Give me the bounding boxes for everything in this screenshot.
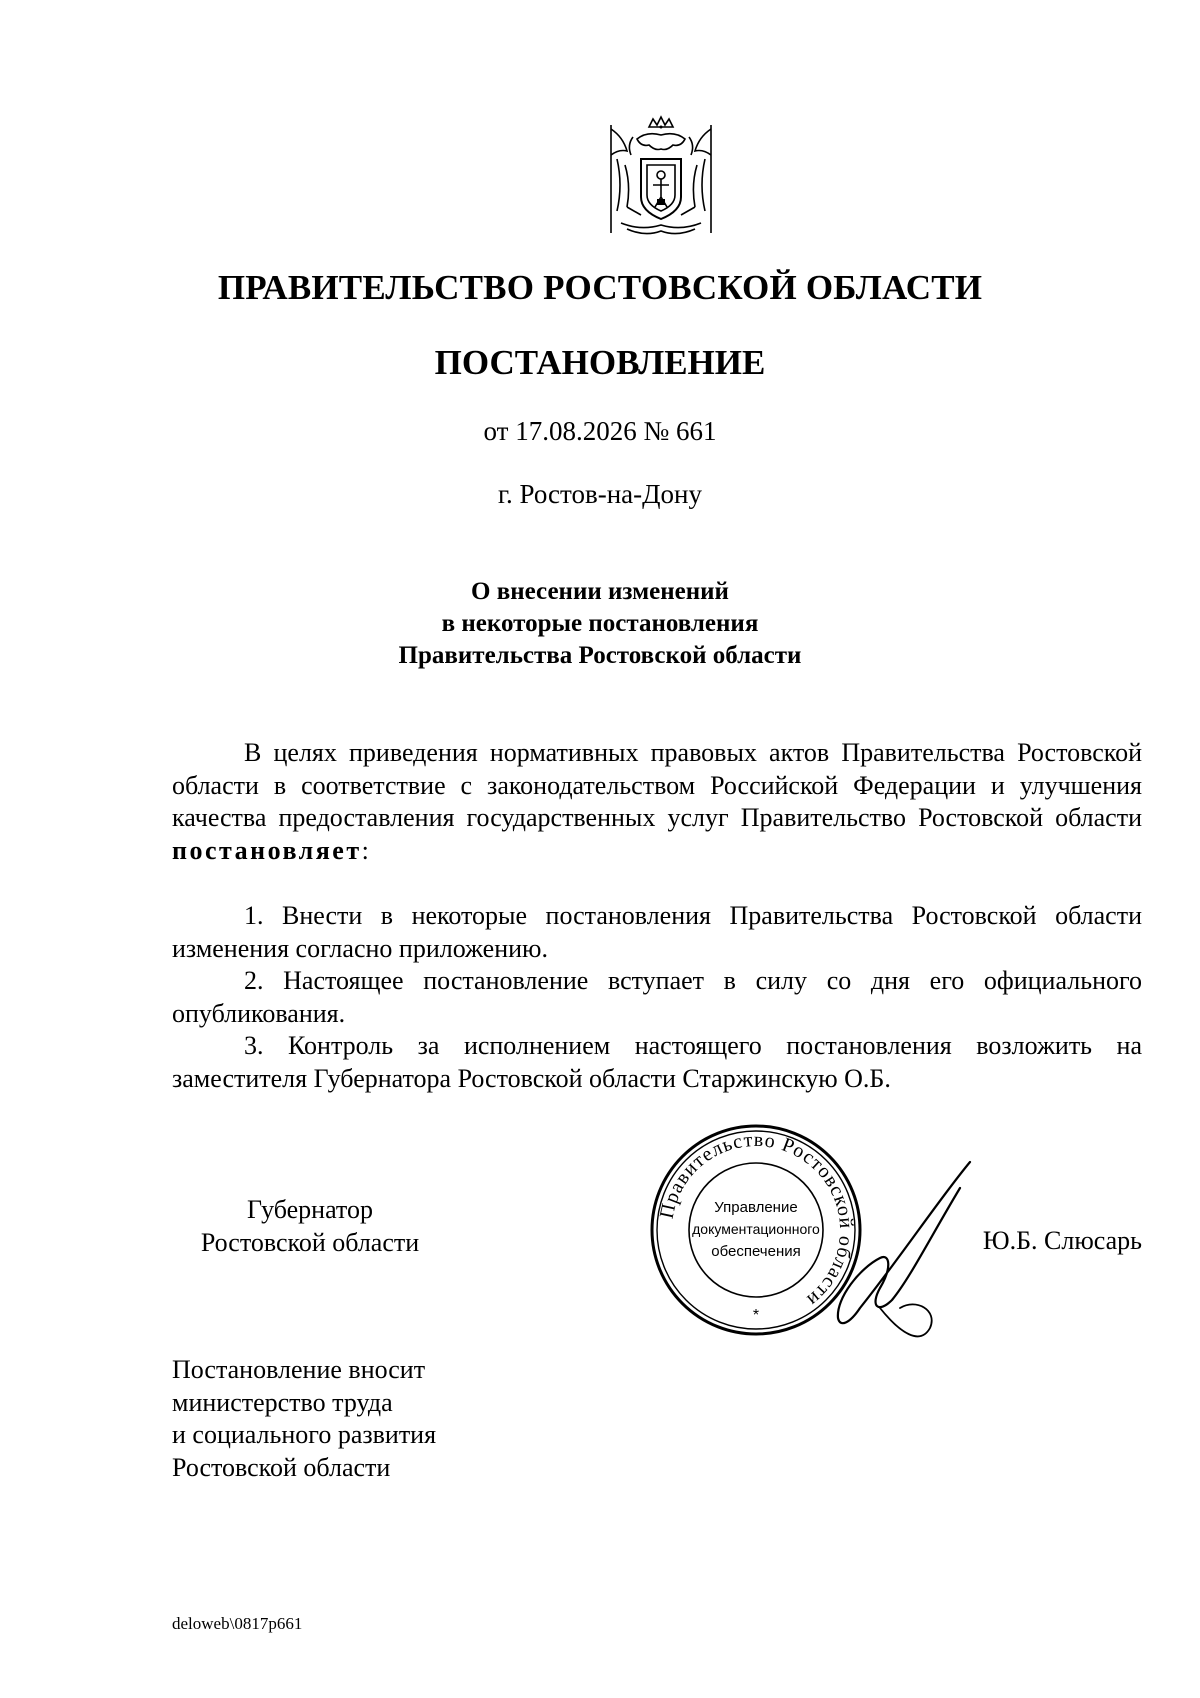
seal-center-line: обеспечения [711, 1243, 801, 1260]
submitter-line: министерство труда [172, 1387, 393, 1417]
submitter-block [172, 1354, 436, 1484]
document-city: г. Ростов-на-Дону [497, 479, 702, 509]
preamble-paragraph [172, 737, 1142, 867]
preamble-suffix: : [361, 835, 369, 865]
document-subject [0, 576, 1200, 672]
seal-center-line: Управление [714, 1199, 798, 1216]
signatory-title-line: Ростовской области [200, 1227, 420, 1257]
submitter-line: Ростовской области [172, 1452, 391, 1482]
resolution-item: 2. Настоящее постановление вступает в силу со дня его официального опубликования. [172, 966, 1142, 1028]
seal-center-line: документационного [692, 1221, 820, 1237]
resolution-item: 3. Контроль за исполнением настоящего постановления возложить на заместителя Губернатора Ростовской области Старжинскую О.Б. [172, 1031, 1142, 1093]
organization-title: ПРАВИТЕЛЬСТВО РОСТОВСКОЙ ОБЛАСТИ [217, 268, 983, 307]
subject-line: в некоторые постановления [441, 610, 759, 637]
document-date-number: от 17.08.2026 № 661 [483, 416, 717, 446]
coat-of-arms-icon [597, 115, 725, 243]
signatory-title [170, 1194, 450, 1259]
handwritten-signature [820, 1158, 980, 1348]
resolution-item: 1. Внести в некоторые постановления Правительства Ростовской области изменения согласно приложению. [172, 901, 1142, 963]
preamble-emphasis: постановляет [172, 835, 362, 865]
signatory-title-line: Губернатор [247, 1195, 373, 1224]
document-code: deloweb\0817p661 [172, 1614, 303, 1633]
subject-line: О внесении изменений [471, 578, 729, 605]
subject-line: Правительства Ростовской области [398, 642, 802, 669]
resolution-items [172, 900, 1142, 1095]
document-type: ПОСТАНОВЛЕНИЕ [434, 343, 766, 382]
signatory-name: Ю.Б. Слюсарь [982, 1226, 1142, 1255]
preamble-text: В целях приведения нормативных правовых актов Правительства Ростовской области в соответствие с законодательством Российской Федерации и улучшения качества предоставления государственных услуг Правительство Ростовской области [172, 738, 1142, 832]
seal-bottom-mark: * [752, 1307, 760, 1324]
seal-ring-text: Правительство Ростовской области [655, 1128, 858, 1312]
submitter-line: и социального развития [172, 1420, 437, 1449]
submitter-line: Постановление вносит [172, 1355, 426, 1384]
